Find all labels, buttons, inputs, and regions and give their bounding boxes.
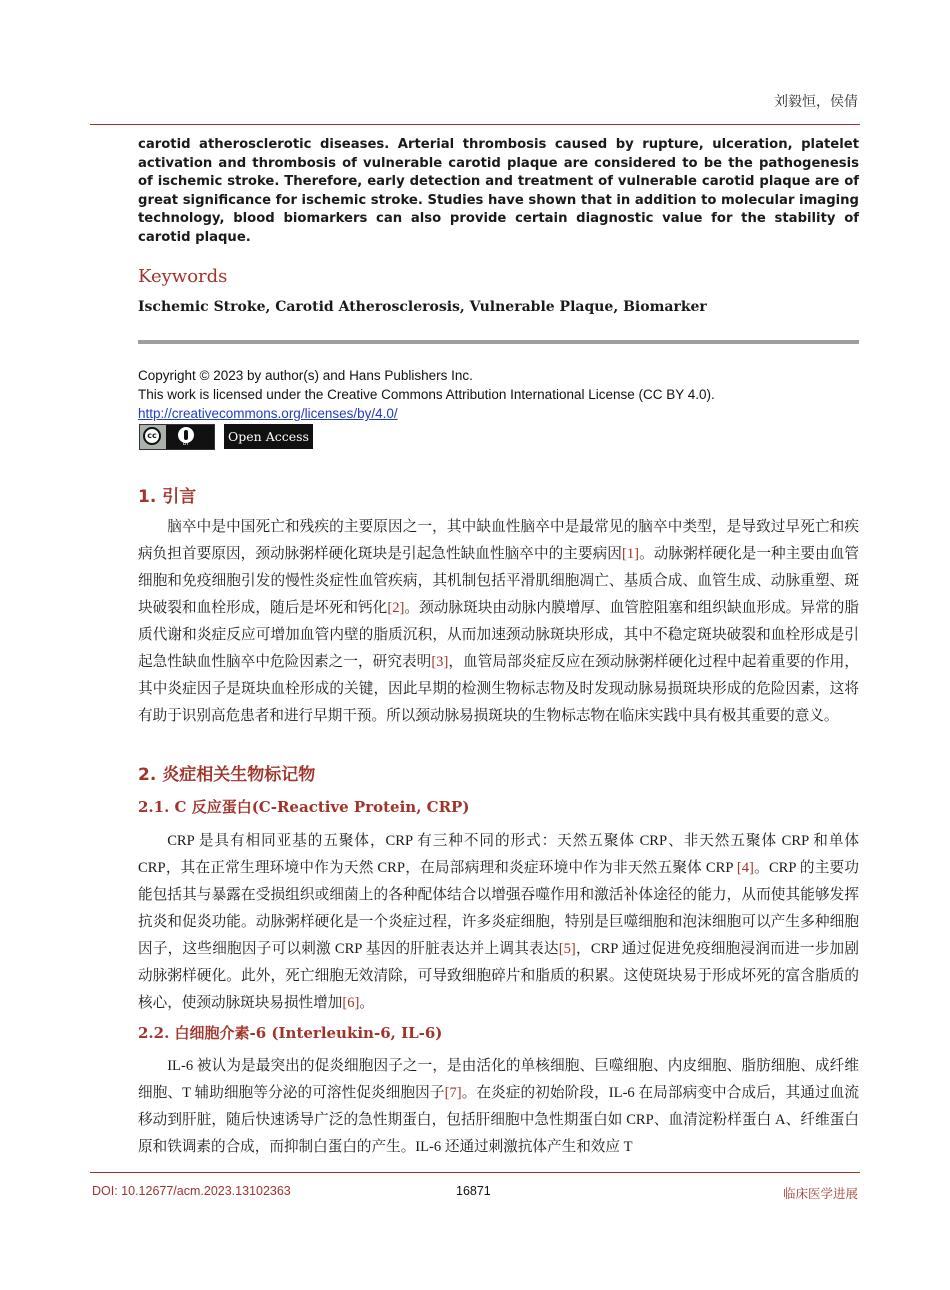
- section-2-1-title: 2.1. C 反应蛋白(C-Reactive Protein, CRP): [138, 798, 470, 816]
- footer-doi: DOI: 10.12677/acm.2023.13102363: [92, 1184, 291, 1198]
- section-2-title: 2. 炎症相关生物标记物: [138, 765, 316, 785]
- citation-link[interactable]: [6]: [342, 995, 360, 1011]
- section-1-paragraph: 脑卒中是中国死亡和残疾的主要原因之一，其中缺血性脑卒中是最常见的脑卒中类型，是导致过早死亡和疾病负担首要原因，颈动脉粥样硬化斑块是引起急性缺血性脑卒中的主要病因[1]。动脉粥样硬化是一种主要由血管细胞和免疫细胞引发的慢性炎症性血管疾病，其机制包括平滑肌细胞凋亡、基质合成、血管生成、动脉重塑、斑块破裂和血栓形成，随后是坏死和钙化[2]。颈动脉斑块由动脉内膜增厚、血管腔阻塞和组织缺血形成。异常的脂质代谢和炎症反应可增加血管内壁的脂质沉积，从而加速颈动脉斑块形成，其中不稳定斑块破裂和血栓形成是引起急性缺血性脑卒中危险因素之一，研究表明[3]，血管局部炎症反应在颈动脉粥样硬化过程中起着重要的作用，其中炎症因子是斑块血栓形成的关键，因此早期的检测生物标志物及时发现动脉易损斑块形成的危险因素，这将有助于识别高危患者和进行早期干预。所以颈动脉易损斑块的生物标志物在临床实践中具有极其重要的意义。: [138, 519, 859, 724]
- citation-link[interactable]: [2]: [387, 600, 405, 616]
- section-divider: [138, 340, 859, 344]
- footer-journal: 临床医学进展: [782, 1187, 858, 1201]
- cc-icon: cc: [143, 427, 161, 445]
- header-divider: [90, 124, 860, 125]
- section-2-1-paragraph: CRP 是具有相同亚基的五聚体，CRP 有三种不同的形式：天然五聚体 CRP、非天然五聚体 CRP 和单体 CRP，其在正常生理环境中作为天然 CRP，在局部病理和炎症环境中作为非天然五聚体 CRP [4]。CRP 的主要功能包括其与暴露在受损组织或细菌上的各种配体结合以增强吞噬作用和激活补体途径的能力，从而使其能够发挥抗炎和促炎功能。动脉粥样硬化是一个炎症过程，许多炎症细胞，特别是巨噬细胞和泡沫细胞可以产生多种细胞因子，这些细胞因子可以刺激 CRP 基因的肝脏表达并上调其表达[5]，CRP 通过促进免疫细胞浸润而进一步加剧动脉粥样硬化。此外，死亡细胞无效清除，可导致细胞碎片和脂质的积累。这使斑块易于形成坏死的富含脂质的核心，使颈动脉斑块易损性增加[6]。: [138, 833, 859, 1011]
- license-line: This work is licensed under the Creative Commons Attribution International License (CC BY 4.0).: [138, 387, 715, 402]
- section-2-2-paragraph: IL-6 被认为是最突出的促炎细胞因子之一，是由活化的单核细胞、巨噬细胞、内皮细胞、脂肪细胞、成纤维细胞、T 辅助细胞等分泌的可溶性促炎细胞因子[7]。在炎症的初始阶段，IL-6 在局部病变中合成后，其通过血流移动到肝脏，随后快速诱导广泛的急性期蛋白，包括肝细胞中急性期蛋白如 CRP、血清淀粉样蛋白 A、纤维蛋白原和铁调素的合成，而抑制白蛋白的产生。IL-6 还通过刺激抗体产生和效应 T: [138, 1058, 859, 1155]
- citation-link[interactable]: [4]: [736, 860, 754, 876]
- cc-by-license-icon[interactable]: [139, 424, 215, 450]
- citation-link[interactable]: [7]: [444, 1085, 462, 1101]
- footer-page-number: 16871: [456, 1184, 491, 1198]
- running-header-authors: 刘毅恒，侯倩: [774, 95, 858, 110]
- open-access-badge: Open Access: [224, 424, 313, 449]
- citation-link[interactable]: [3]: [431, 654, 449, 670]
- abstract-text: carotid atherosclerotic diseases. Arterial thrombosis caused by rupture, ulceration, platelet activation and thrombosis of vulnerable carotid plaque are considered to be the pathogenesis of ischemic stroke. Therefore, early detection and treatment of vulnerable carotid plaque are of great significance for ischemic stroke. Studies have shown that in addition to molecular imaging technology, blood biomarkers can also provide certain diagnostic value for the stability of carotid plaque.: [138, 137, 859, 245]
- by-label: BY: [182, 441, 190, 447]
- license-link[interactable]: http://creativecommons.org/licenses/by/4.0/: [138, 406, 398, 421]
- footer-divider: [90, 1172, 860, 1173]
- citation-link[interactable]: [1]: [621, 546, 639, 562]
- copyright-block: [138, 366, 715, 423]
- citation-link[interactable]: [5]: [558, 941, 576, 957]
- section-1-title: 1. 引言: [138, 487, 197, 507]
- keywords-text: Ischemic Stroke, Carotid Atherosclerosis, Vulnerable Plaque, Biomarker: [138, 299, 707, 315]
- copyright-line: Copyright © 2023 by author(s) and Hans Publishers Inc.: [138, 368, 473, 383]
- keywords-title: Keywords: [138, 266, 228, 287]
- section-2-2-title: 2.2. 白细胞介素-6 (Interleukin-6, IL-6): [138, 1024, 443, 1042]
